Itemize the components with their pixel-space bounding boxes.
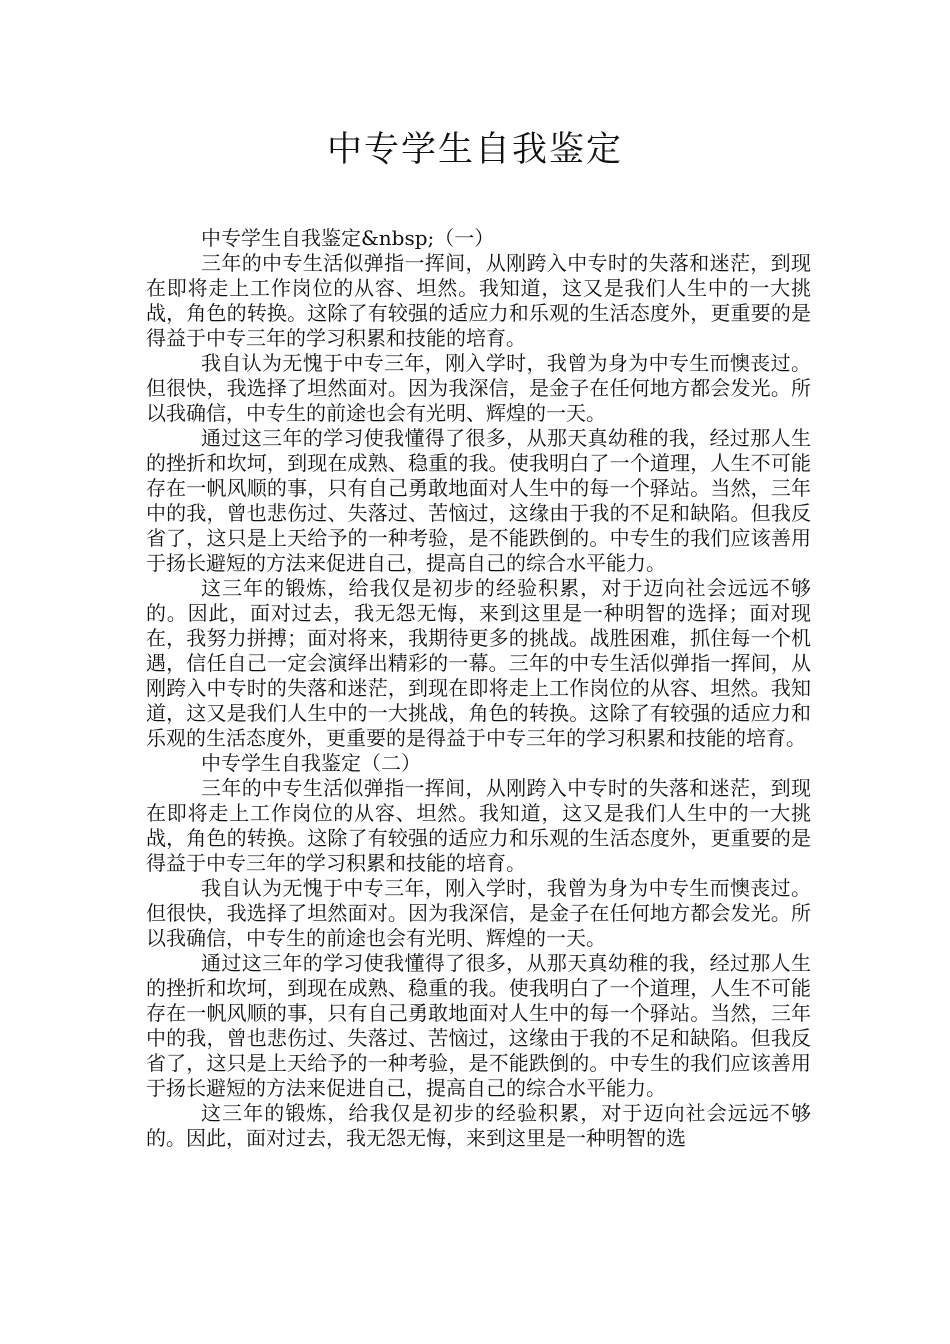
section-heading-2: 中专学生自我鉴定（二） [201, 751, 421, 775]
paragraph: 三年的中专生活似弹指一挥间，从刚跨入中专时的失落和迷茫，到现在即将走上工作岗位的从容、坦然。我知道，这又是我们人生中的一大挑战，角色的转换。这除了有较强的适应力和乐观的生活态度外，更重要的是得益于中专三年的学习积累和技能的培育。 [146, 251, 811, 350]
section-heading-1: 中专学生自我鉴定&nbsp;（一） [201, 226, 495, 250]
paragraph: 我自认为无愧于中专三年，刚入学时，我曾为身为中专生而懊丧过。但很快，我选择了坦然面对。因为我深信，是金子在任何地方都会发光。所以我确信，中专生的前途也会有光明、辉煌的一天。 [146, 876, 811, 950]
paragraph: 这三年的锻炼，给我仅是初步的经验积累，对于迈向社会远远不够的。因此，面对过去，我无怨无悔，来到这里是一种明智的选择；面对现在，我努力拼搏；面对将来，我期待更多的挑战。战胜困难，抓住每一个机遇，信任自己一定会演绎出精彩的一幕。三年的中专生活似弹指一挥间，从刚跨入中专时的失落和迷茫，到现在即将走上工作岗位的从容、坦然。我知道，这又是我们人生中的一大挑战，角色的转换。这除了有较强的适应力和乐观的生活态度外，更重要的是得益于中专三年的学习积累和技能的培育。 [146, 576, 811, 750]
paragraph: 通过这三年的学习使我懂得了很多，从那天真幼稚的我，经过那人生的挫折和坎坷，到现在成熟、稳重的我。使我明白了一个道理，人生不可能存在一帆风顺的事，只有自己勇敢地面对人生中的每一个驿站。当然，三年中的我，曾也悲伤过、失落过、苦恼过，这缘由于我的不足和缺陷。但我反省了，这只是上天给予的一种考验，是不能跌倒的。中专生的我们应该善用于扬长避短的方法来促进自己，提高自己的综合水平能力。 [146, 426, 811, 575]
paragraph: 通过这三年的学习使我懂得了很多，从那天真幼稚的我，经过那人生的挫折和坎坷，到现在成熟、稳重的我。使我明白了一个道理，人生不可能存在一帆风顺的事，只有自己勇敢地面对人生中的每一个驿站。当然，三年中的我，曾也悲伤过、失落过、苦恼过，这缘由于我的不足和缺陷。但我反省了，这只是上天给予的一种考验，是不能跌倒的。中专生的我们应该善用于扬长避短的方法来促进自己，提高自己的综合水平能力。 [146, 951, 811, 1100]
document-title: 中专学生自我鉴定 [326, 130, 623, 170]
document-body [146, 226, 811, 1151]
paragraph: 我自认为无愧于中专三年，刚入学时，我曾为身为中专生而懊丧过。但很快，我选择了坦然面对。因为我深信，是金子在任何地方都会发光。所以我确信，中专生的前途也会有光明、辉煌的一天。 [146, 351, 811, 425]
paragraph: 这三年的锻炼，给我仅是初步的经验积累，对于迈向社会远远不够的。因此，面对过去，我无怨无悔，来到这里是一种明智的选 [146, 1101, 811, 1150]
paragraph: 三年的中专生活似弹指一挥间，从刚跨入中专时的失落和迷茫，到现在即将走上工作岗位的从容、坦然。我知道，这又是我们人生中的一大挑战，角色的转换。这除了有较强的适应力和乐观的生活态度外，更重要的是得益于中专三年的学习积累和技能的培育。 [146, 776, 811, 875]
